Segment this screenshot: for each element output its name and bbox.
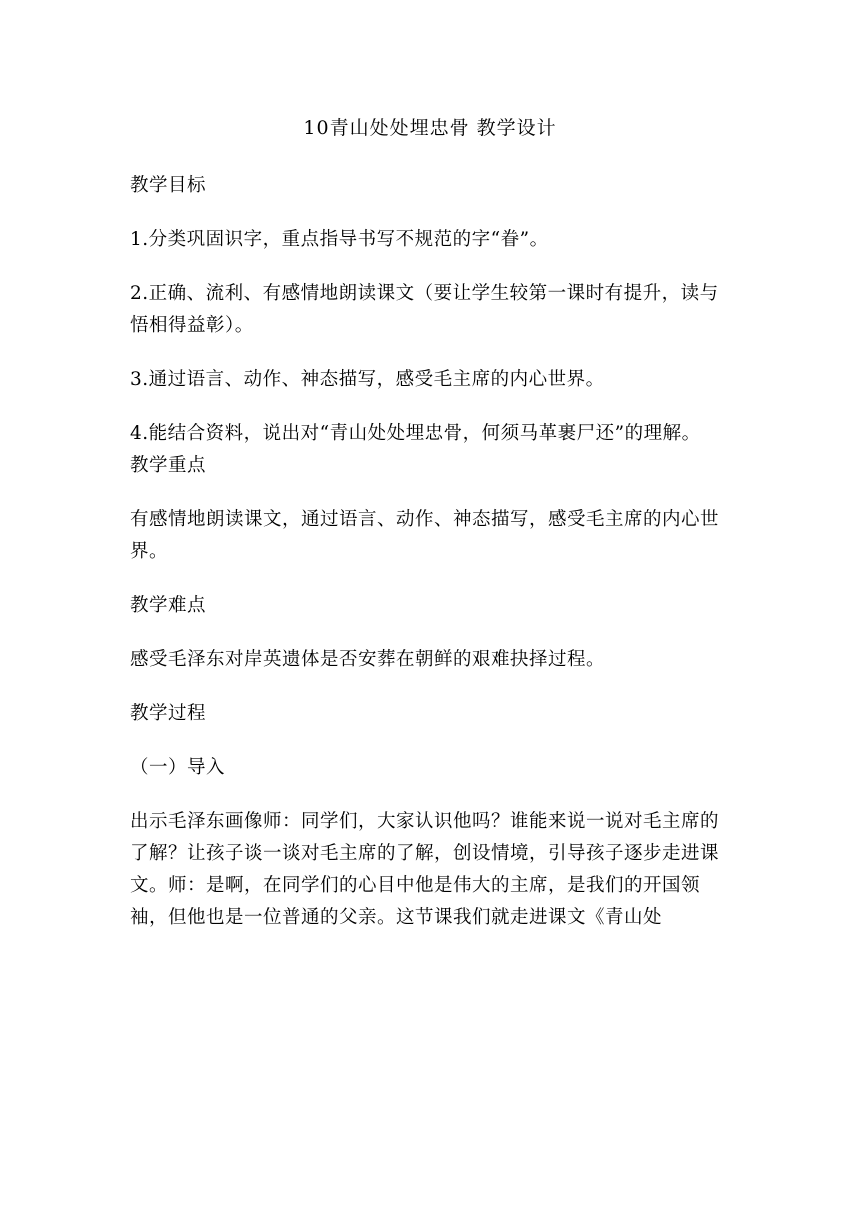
heading-difficulties: 教学难点 [130,595,207,616]
heading-key-points: 教学重点 [130,455,207,476]
introduction-text: 出示毛泽东画像师：同学们，大家认识他吗？谁能来说一说对毛主席的了解？让孩子谈一谈对毛主席的了解，创设情境，引导孩子逐步走进课文。师：是啊，在同学们的心目中他是伟大的主席，是我们的开国领袖，但他也是一位普通的父亲。这节课我们就走进课文《青山处 [130,811,720,928]
document-title: 10青山处处埋忠骨 教学设计 [303,117,557,139]
goal-item-3: 3.通过语言、动作、神态描写，感受毛主席的内心世界。 [130,369,605,390]
goal-item-4: 4.能结合资料，说出对“青山处处埋忠骨，何须马革裹尸还”的理解。 [130,423,701,444]
document-body [130,170,730,934]
heading-teaching-process: 教学过程 [130,703,207,724]
section-introduction-heading: （一）导入 [130,757,226,778]
key-points-text: 有感情地朗读课文，通过语言、动作、神态描写，感受毛主席的内心世界。 [130,509,720,562]
goal-item-2: 2.正确、流利、有感情地朗读课文（要让学生较第一课时有提升，读与悟相得益彰）。 [130,283,719,336]
difficulties-text: 感受毛泽东对岸英遗体是否安葬在朝鲜的艰难抉择过程。 [130,649,606,670]
goal-item-1: 1.分类巩固识字，重点指导书写不规范的字“眷”。 [130,229,549,250]
heading-teaching-goals: 教学目标 [130,175,207,196]
